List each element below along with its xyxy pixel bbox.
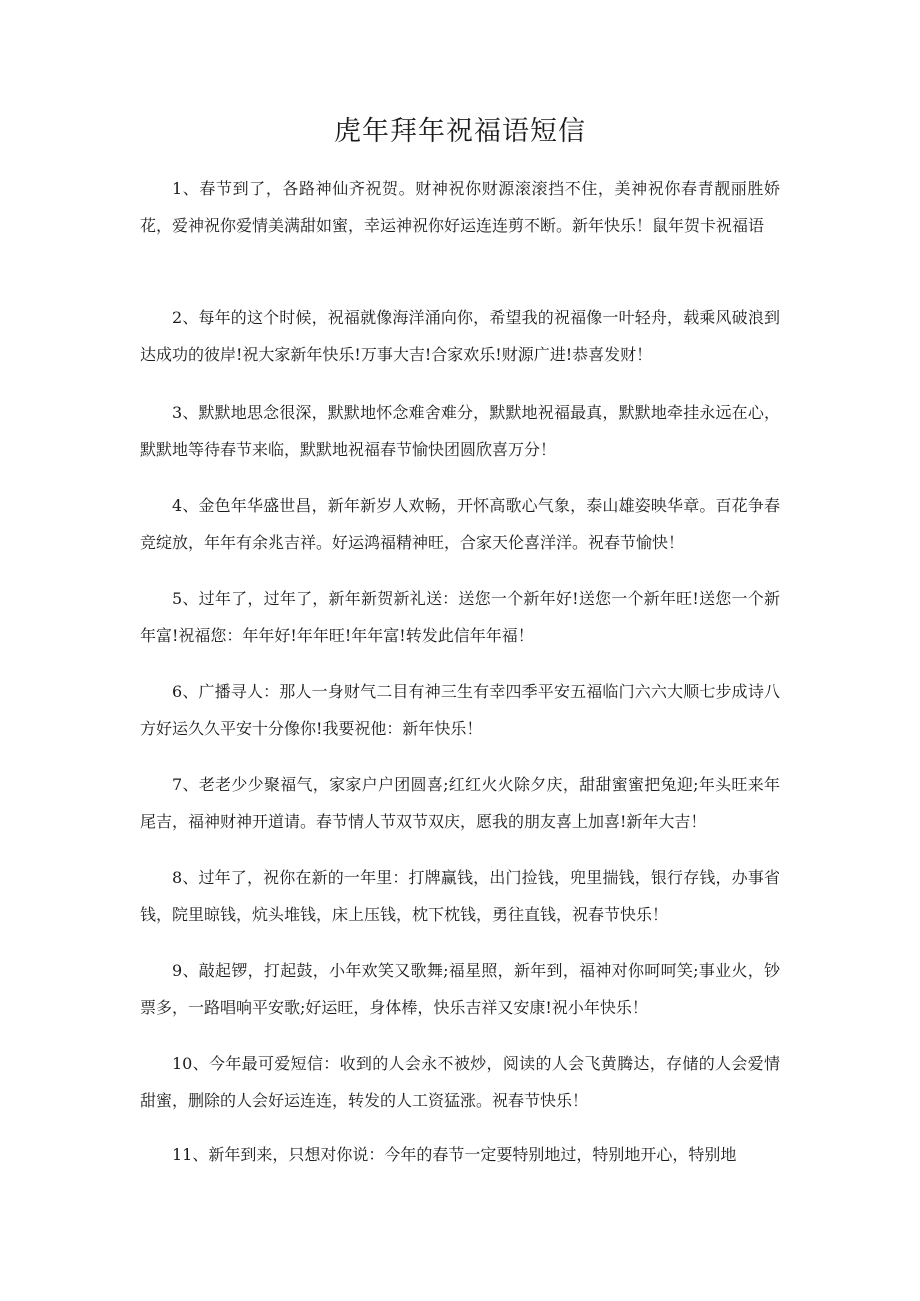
document-title: 虎年拜年祝福语短信 bbox=[334, 116, 586, 147]
paragraph-11: 11、新年到来，只想对你说：今年的春节一定要特别地过，特别地开心，特别地 bbox=[172, 1145, 737, 1164]
paragraph-3: 3、默默地思念很深，默默地怀念难舍难分，默默地祝福最真，默默地牵挂永远在心，默默地等待春节来临，默默地祝福春节愉快团圆欣喜万分！ bbox=[140, 403, 780, 459]
paragraph-10: 10、今年最可爱短信：收到的人会永不被炒，阅读的人会飞黄腾达，存储的人会爱情甜蜜，删除的人会好运连连，转发的人工资猛涨。祝春节快乐！ bbox=[140, 1054, 780, 1110]
paragraph-6: 6、广播寻人：那人一身财气二目有神三生有幸四季平安五福临门六六大顺七步成诗八方好运久久平安十分像你!我要祝他：新年快乐！ bbox=[140, 682, 780, 738]
paragraph-9: 9、敲起锣，打起鼓，小年欢笑又歌舞;福星照，新年到，福神对你呵呵笑;事业火，钞票多，一路唱响平安歌;好运旺，身体棒，快乐吉祥又安康!祝小年快乐！ bbox=[140, 961, 780, 1017]
paragraph-1: 1、春节到了，各路神仙齐祝贺。财神祝你财源滚滚挡不住，美神祝你春青靓丽胜娇花，爱神祝你爱情美满甜如蜜，幸运神祝你好运连连剪不断。新年快乐！鼠年贺卡祝福语 bbox=[140, 179, 780, 235]
paragraph-8: 8、过年了，祝你在新的一年里：打牌赢钱，出门捡钱，兜里揣钱，银行存钱，办事省钱，院里晾钱，炕头堆钱，床上压钱，枕下枕钱，勇往直钱，祝春节快乐！ bbox=[140, 868, 780, 924]
paragraph-2: 2、每年的这个时候，祝福就像海洋涌向你，希望我的祝福像一叶轻舟，载乘风破浪到达成功的彼岸!祝大家新年快乐!万事大吉!合家欢乐!财源广进!恭喜发财！ bbox=[140, 308, 780, 364]
paragraph-4: 4、金色年华盛世昌，新年新岁人欢畅，开怀高歌心气象，泰山雄姿映华章。百花争春竞绽放，年年有余兆吉祥。好运鸿福精神旺，合家天伦喜洋洋。祝春节愉快！ bbox=[140, 496, 780, 552]
paragraph-7: 7、老老少少聚福气，家家户户团圆喜;红红火火除夕庆，甜甜蜜蜜把兔迎;年头旺来年尾吉，福神财神开道请。春节情人节双节双庆，愿我的朋友喜上加喜!新年大吉！ bbox=[140, 775, 780, 831]
paragraph-5: 5、过年了，过年了，新年新贺新礼送：送您一个新年好!送您一个新年旺!送您一个新年富!祝福您：年年好!年年旺!年年富!转发此信年年福！ bbox=[140, 589, 780, 645]
